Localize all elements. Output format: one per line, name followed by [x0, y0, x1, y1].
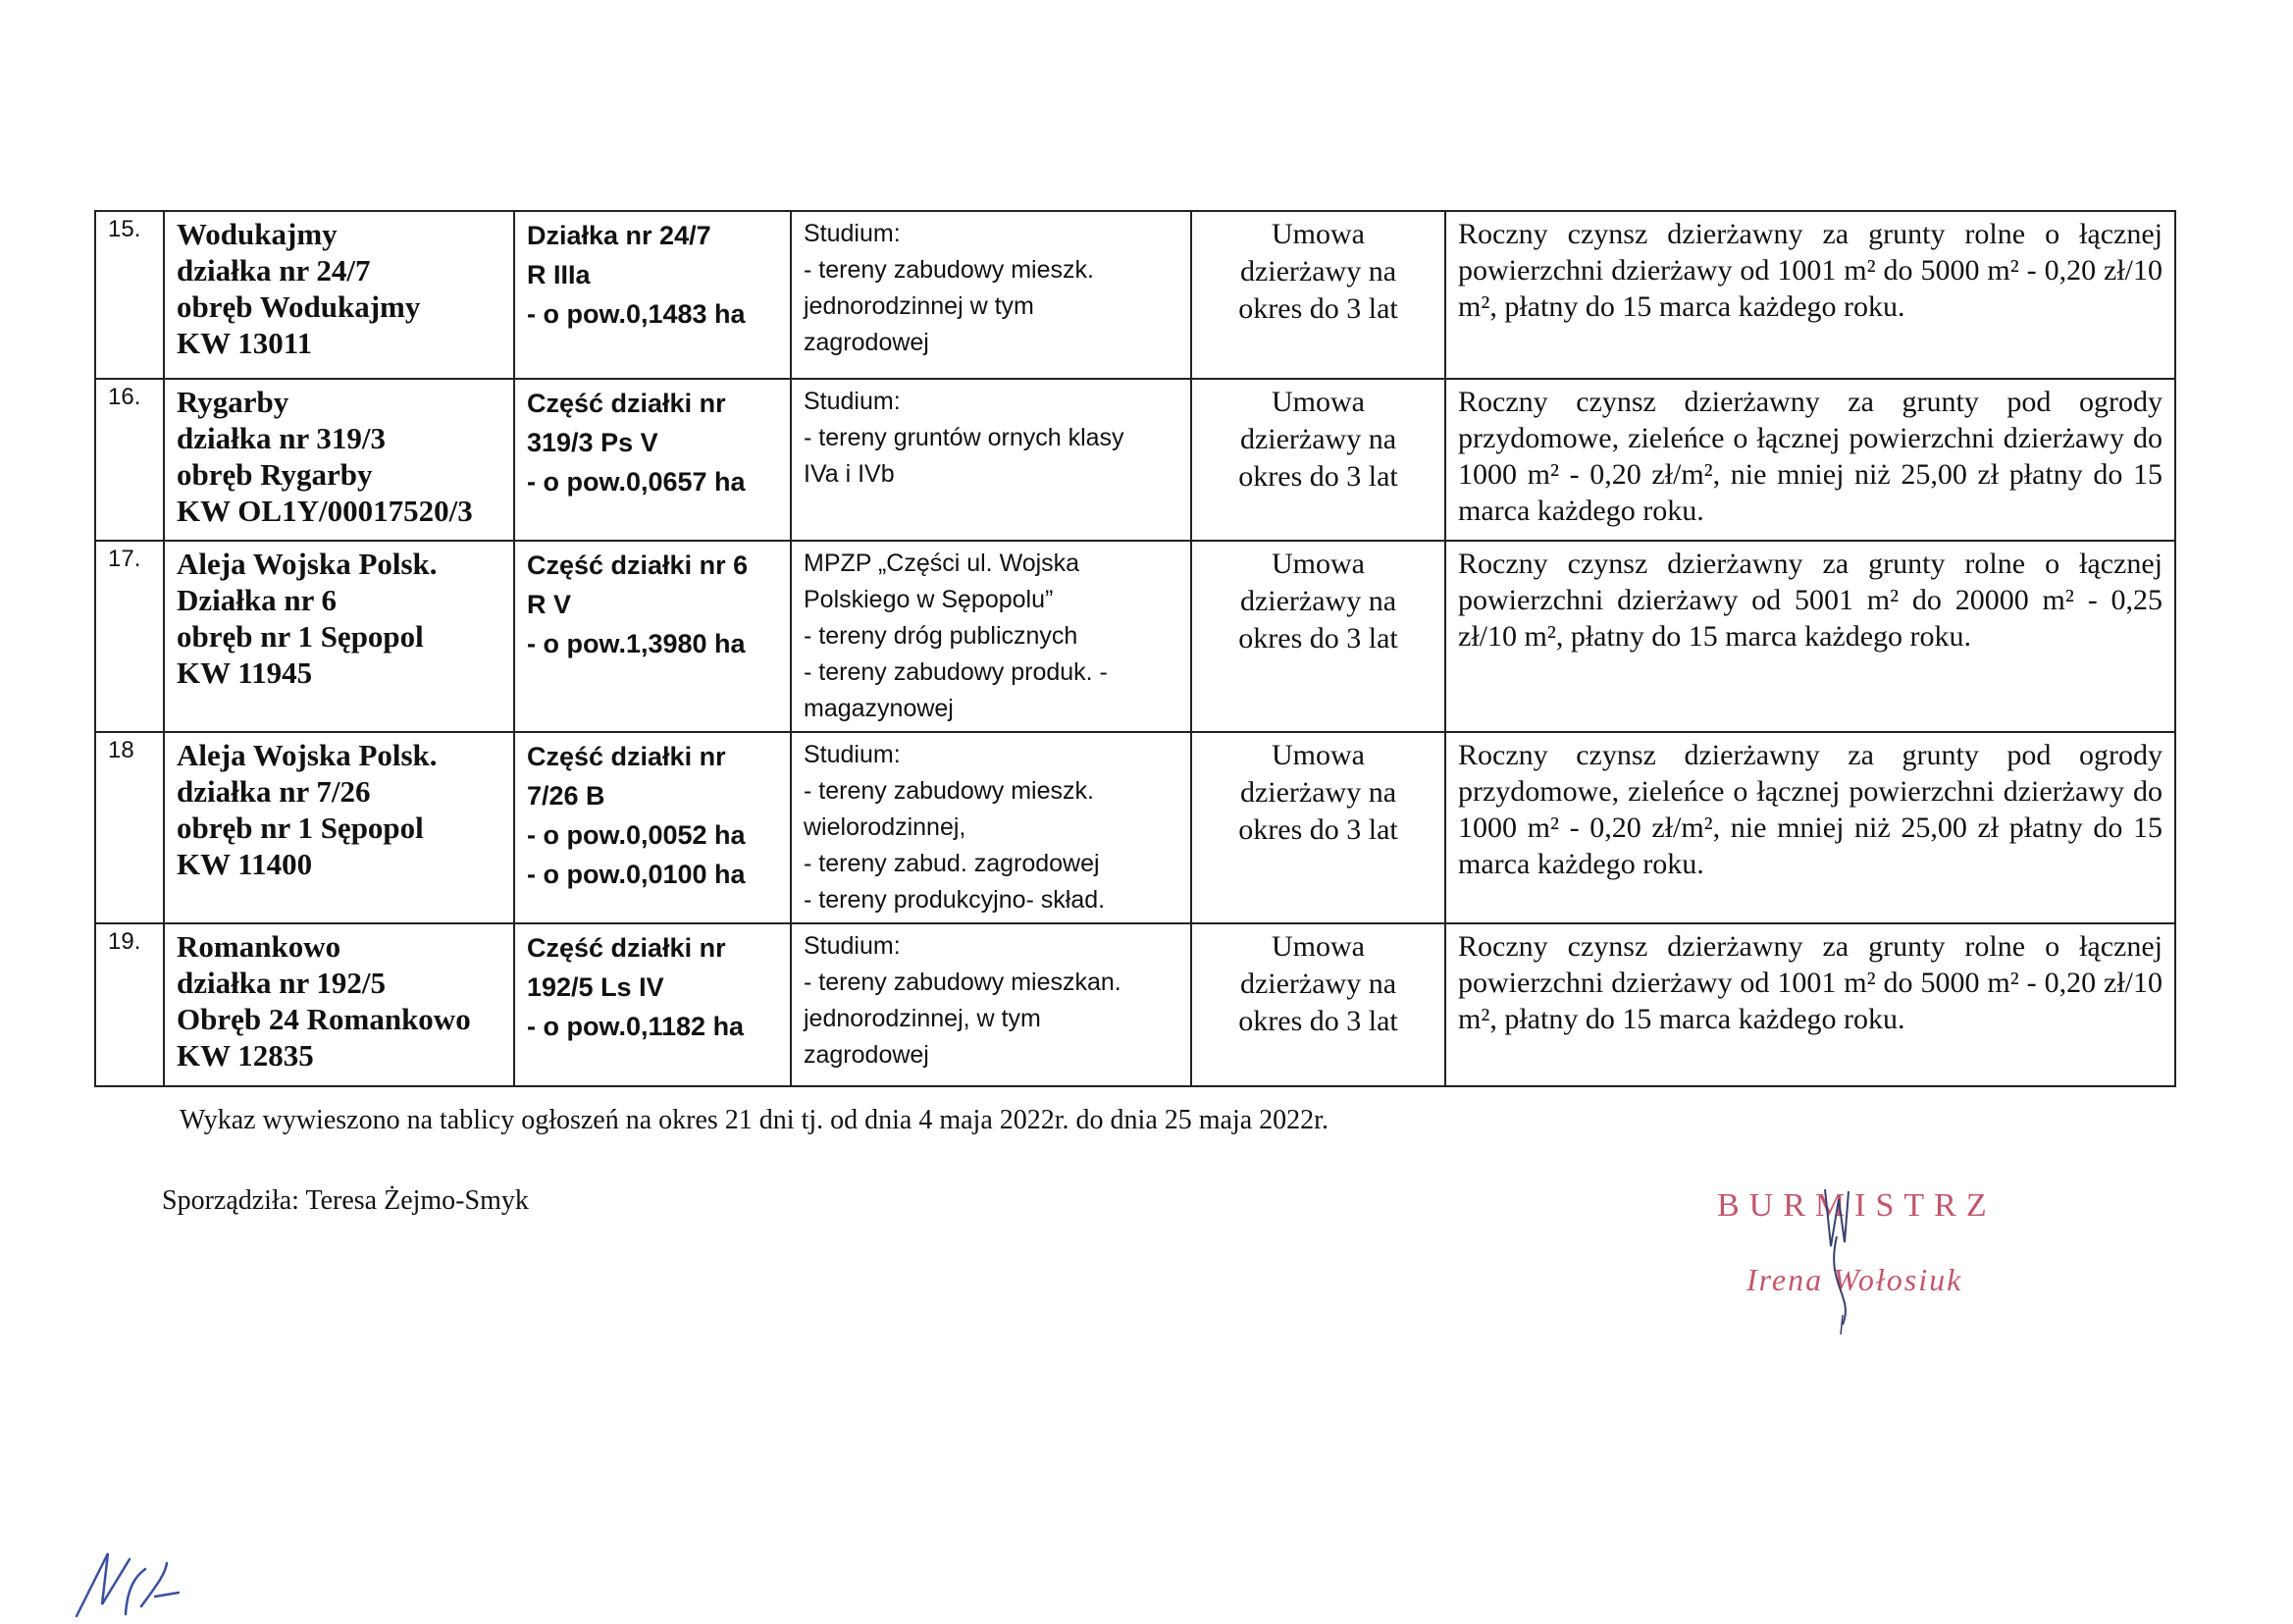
study-line: zagrodowej	[804, 329, 929, 356]
study-line: Studium:	[804, 932, 901, 960]
initials-signature-icon	[69, 1545, 196, 1624]
study-line: jednorodzinnej, w tym	[804, 1005, 1041, 1032]
study-line: - tereny zabud. zagrodowej	[804, 850, 1100, 877]
location-line: działka nr 24/7	[177, 253, 371, 288]
agreement-cell	[1191, 379, 1445, 541]
study-line: - tereny zabudowy mieszk.	[804, 777, 1094, 805]
plot-line: - o pow.0,0100 ha	[527, 860, 746, 889]
agreement-cell	[1191, 732, 1445, 923]
rent-cell: Roczny czynsz dzierżawny za grunty pod ogrody przydomowe, zieleńce o łącznej powierzchni dzierżawy do 1000 m² - 0,20 zł/m², nie mniej niż 25,00 zł płatny do 15 marca każdego roku.	[1445, 379, 2175, 541]
agreement-line: okres do 3 lat	[1238, 1005, 1398, 1037]
agreement-line: Umowa	[1272, 930, 1365, 963]
agreement-line: okres do 3 lat	[1238, 460, 1398, 493]
row-number: 15.	[95, 211, 164, 379]
agreement-cell	[1191, 541, 1445, 732]
rent-cell: Roczny czynsz dzierżawny za grunty pod ogrody przydomowe, zieleńce o łącznej powierzchni dzierżawy do 1000 m² - 0,20 zł/m², nie mniej niż 25,00 zł płatny do 15 marca każdego roku.	[1445, 732, 2175, 923]
agreement-line: okres do 3 lat	[1238, 622, 1398, 655]
location-line: KW 11945	[177, 655, 313, 690]
study-line: - tereny produkcyjno- skład.	[804, 886, 1106, 914]
plot-line: Działka nr 24/7	[527, 221, 711, 250]
agreement-line: dzierżawy na	[1239, 423, 1397, 455]
location-line: obręb Rygarby	[177, 457, 373, 492]
agreement-line: okres do 3 lat	[1238, 813, 1398, 846]
plot-line: R IIIa	[527, 260, 591, 289]
study-line: wielorodzinnej,	[804, 813, 966, 841]
study-cell	[791, 541, 1191, 732]
plot-line: 192/5 Ls IV	[527, 972, 664, 1002]
plot-line: - o pow.0,0657 ha	[527, 467, 746, 497]
plot-cell	[514, 379, 791, 541]
plot-line: - o pow.0,1483 ha	[527, 299, 746, 329]
study-line: Studium:	[804, 388, 901, 415]
study-line: - tereny zabudowy produk. -	[804, 658, 1108, 686]
plot-line: - o pow.0,0052 ha	[527, 820, 746, 850]
study-line: Studium:	[804, 220, 901, 247]
location-line: Działka nr 6	[177, 583, 338, 617]
agreement-line: Umowa	[1272, 386, 1365, 418]
location-line: działka nr 7/26	[177, 774, 371, 809]
study-line: - tereny zabudowy mieszk.	[804, 256, 1094, 284]
signature-icon	[1707, 1178, 2031, 1335]
plot-cell	[514, 732, 791, 923]
location-cell	[164, 923, 514, 1086]
location-line: KW 11400	[177, 847, 313, 881]
table-row	[95, 923, 2175, 1086]
agreement-cell	[1191, 923, 1445, 1086]
location-line: Obręb 24 Romankowo	[177, 1002, 471, 1036]
plot-line: Część działki nr 6	[527, 550, 749, 580]
location-cell	[164, 379, 514, 541]
rent-cell: Roczny czynsz dzierżawny za grunty rolne o łącznej powierzchni dzierżawy od 1001 m² do 5000 m² - 0,20 zł/10 m², płatny do 15 marca każdego roku.	[1445, 923, 2175, 1086]
plot-line: R V	[527, 590, 572, 619]
table-row	[95, 211, 2175, 379]
study-line: jednorodzinnej w tym	[804, 292, 1034, 320]
plot-line: Część działki nr	[527, 933, 726, 963]
row-number: 18	[95, 732, 164, 923]
study-line: - tereny zabudowy mieszkan.	[804, 969, 1121, 996]
plot-cell	[514, 923, 791, 1086]
mayor-stamp	[1707, 1178, 2031, 1335]
study-line: zagrodowej	[804, 1041, 929, 1069]
location-line: Aleja Wojska Polsk.	[177, 738, 438, 772]
study-line: MPZP „Części ul. Wojska	[804, 550, 1080, 577]
plot-line: - o pow.1,3980 ha	[527, 629, 746, 658]
study-cell	[791, 379, 1191, 541]
location-line: KW OL1Y/00017520/3	[177, 494, 473, 528]
location-line: KW 13011	[177, 326, 313, 360]
stamp-title: BURMISTRZ	[1717, 1187, 1997, 1224]
plot-line: 319/3 Ps V	[527, 428, 658, 457]
location-line: Aleja Wojska Polsk.	[177, 547, 438, 581]
study-cell	[791, 211, 1191, 379]
agreement-cell	[1191, 211, 1445, 379]
agreement-line: dzierżawy na	[1239, 968, 1397, 1000]
agreement-line: Umowa	[1272, 218, 1365, 250]
location-cell	[164, 732, 514, 923]
study-line: - tereny gruntów ornych klasy	[804, 424, 1124, 451]
plot-cell	[514, 211, 791, 379]
location-line: Wodukajmy	[177, 217, 338, 251]
location-line: Rygarby	[177, 385, 289, 419]
agreement-line: okres do 3 lat	[1238, 292, 1398, 325]
row-number: 17.	[95, 541, 164, 732]
table-row	[95, 541, 2175, 732]
agreement-line: dzierżawy na	[1239, 585, 1397, 617]
prepared-by: Sporządziła: Teresa Żejmo-Smyk	[162, 1185, 529, 1216]
plot-line: 7/26 B	[527, 781, 605, 811]
row-number: 19.	[95, 923, 164, 1086]
agreement-line: dzierżawy na	[1239, 776, 1397, 809]
agreement-line: Umowa	[1272, 739, 1365, 771]
posting-note: Wykaz wywieszono na tablicy ogłoszeń na okres 21 dni tj. od dnia 4 maja 2022r. do dnia 25 maja 2022r.	[180, 1105, 1329, 1135]
location-line: działka nr 319/3	[177, 421, 387, 455]
study-line: - tereny dróg publicznych	[804, 622, 1078, 650]
plot-line: Część działki nr	[527, 742, 726, 771]
study-line: Polskiego w Sępopolu”	[804, 586, 1054, 613]
location-line: obręb nr 1 Sępopol	[177, 811, 424, 845]
location-line: obręb nr 1 Sępopol	[177, 619, 424, 654]
study-cell	[791, 923, 1191, 1086]
location-line: KW 12835	[177, 1038, 314, 1073]
stamp-name: Irena Wołosiuk	[1746, 1262, 1963, 1297]
study-line: Studium:	[804, 741, 901, 768]
agreement-line: Umowa	[1272, 548, 1365, 580]
lease-table	[94, 210, 2176, 1087]
study-line: IVa i IVb	[804, 460, 895, 488]
row-number: 16.	[95, 379, 164, 541]
agreement-line: dzierżawy na	[1239, 255, 1397, 288]
location-cell	[164, 211, 514, 379]
plot-cell	[514, 541, 791, 732]
location-cell	[164, 541, 514, 732]
rent-cell: Roczny czynsz dzierżawny za grunty rolne o łącznej powierzchni dzierżawy od 1001 m² do 5000 m² - 0,20 zł/10 m², płatny do 15 marca każdego roku.	[1445, 211, 2175, 379]
table-row	[95, 379, 2175, 541]
location-line: Romankowo	[177, 929, 341, 964]
rent-cell: Roczny czynsz dzierżawny za grunty rolne o łącznej powierzchni dzierżawy od 5001 m² do 20000 m² - 0,25 zł/10 m², płatny do 15 marca każdego roku.	[1445, 541, 2175, 732]
study-line: magazynowej	[804, 695, 954, 722]
location-line: działka nr 192/5	[177, 966, 387, 1000]
location-line: obręb Wodukajmy	[177, 289, 421, 324]
plot-line: - o pow.0,1182 ha	[527, 1012, 745, 1041]
table-row	[95, 732, 2175, 923]
study-cell	[791, 732, 1191, 923]
plot-line: Część działki nr	[527, 389, 726, 418]
